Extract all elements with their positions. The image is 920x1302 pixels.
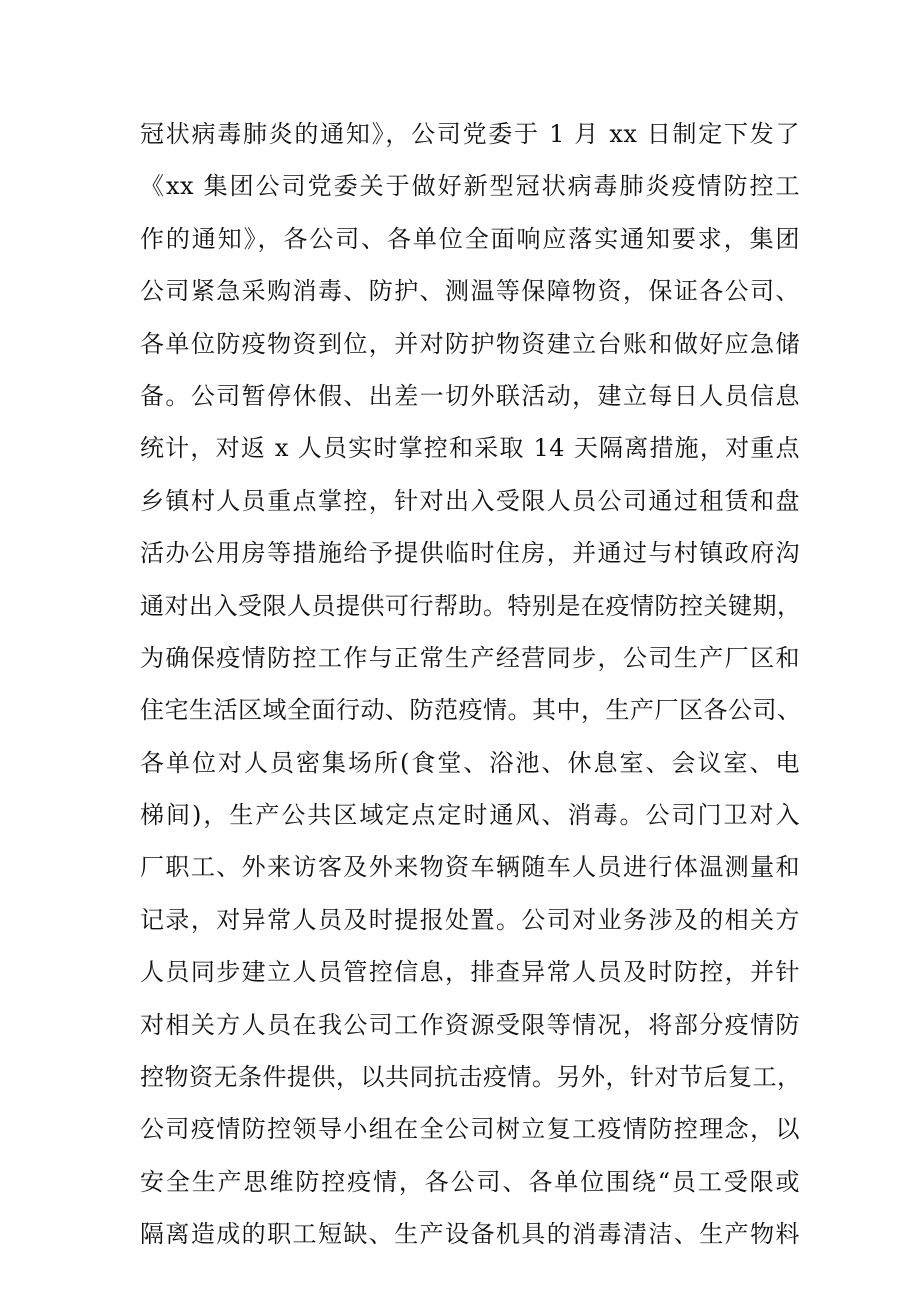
- text-line: 对相关方人员在我公司工作资源受限等情况，将部分疫情防: [140, 1010, 800, 1039]
- text-line: 隔离造成的职工短缺、生产设备机具的消毒清洁、生产物料: [140, 1220, 800, 1249]
- text-line: 通对出入受限人员提供可行帮助。特别是在疫情防控关键期，: [140, 591, 802, 620]
- text-line: 各单位防疫物资到位，并对防护物资建立台账和做好应急储: [140, 329, 800, 358]
- text-line: 各单位对人员密集场所(食堂、浴池、休息室、会议室、电: [140, 748, 800, 777]
- text-line: 《xx 集团公司党委关于做好新型冠状病毒肺炎疫情防控工: [140, 172, 800, 201]
- text-line: 厂职工、外来访客及外来物资车辆随车人员进行体温测量和: [140, 853, 800, 882]
- text-line: 活办公用房等措施给予提供临时住房，并通过与村镇政府沟: [140, 539, 800, 568]
- text-line: 人员同步建立人员管控信息，排查异常人员及时防控，并针: [140, 958, 800, 987]
- text-line: 记录，对异常人员及时提报处置。公司对业务涉及的相关方: [140, 905, 800, 934]
- text-line: 梯间)，生产公共区域定点定时通风、消毒。公司门卫对入: [140, 801, 800, 830]
- text-line: 冠状病毒肺炎的通知》，公司党委于 1 月 xx 日制定下发了: [140, 120, 800, 148]
- text-line: 安全生产思维防控疫情，各公司、各单位围绕“员工受限或: [140, 1167, 800, 1196]
- text-line: 公司疫情防控领导小组在全公司树立复工疫情防控理念，以: [140, 1115, 800, 1144]
- text-line: 为确保疫情防控工作与正常生产经营同步，公司生产厂区和: [140, 643, 800, 672]
- text-line: 控物资无条件提供，以共同抗击疫情。另外，针对节后复工，: [140, 1063, 802, 1092]
- text-line: 住宅生活区域全面行动、防范疫情。其中，生产厂区各公司、: [140, 696, 802, 725]
- text-line: 作的通知》，各公司、各单位全面响应落实通知要求，集团: [140, 224, 800, 253]
- text-line: 统计，对返 x 人员实时掌控和采取 14 天隔离措施，对重点: [140, 434, 800, 463]
- text-line: 乡镇村人员重点掌控，针对出入受限人员公司通过租赁和盘: [140, 486, 800, 515]
- text-line: 备。公司暂停休假、出差一切外联活动，建立每日人员信息: [140, 381, 800, 410]
- body-paragraph: [140, 108, 800, 1261]
- text-line: 公司紧急采购消毒、防护、测温等保障物资，保证各公司、: [140, 277, 800, 306]
